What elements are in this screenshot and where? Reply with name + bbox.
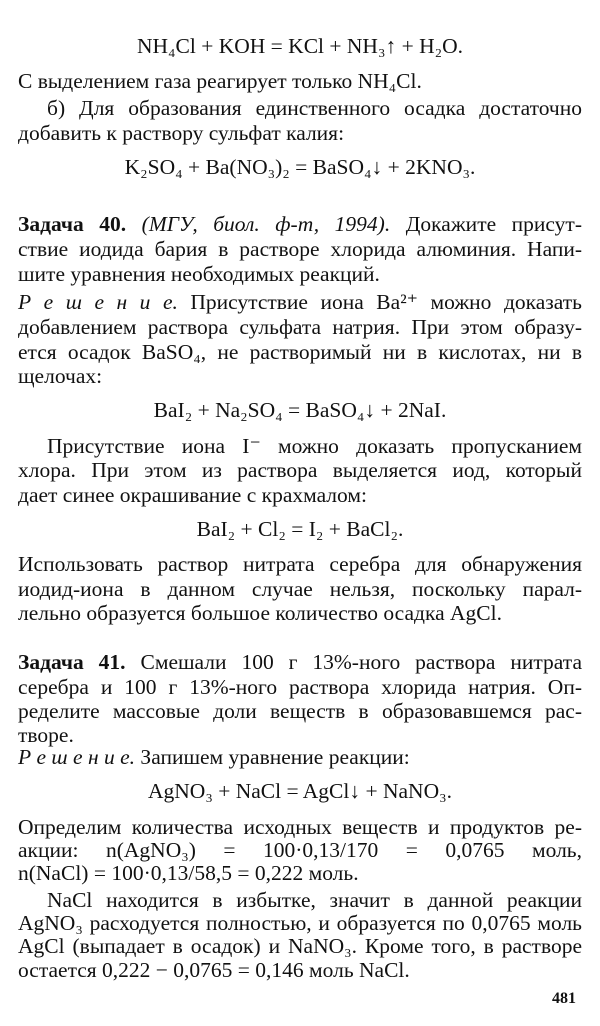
equation-k2so4-bano3: K₂SO₄ + Ba(NO₃)₂ = BaSO₄↓ + 2KNO₃. (124, 155, 476, 179)
task41-line1 (18, 650, 582, 674)
task41-solution-label: Р е ш е н и е. (18, 745, 136, 769)
task41-calc-line1: Определим количества исходных веществ и продуктов ре- (18, 815, 582, 839)
task41-excess-line1: NaCl находится в избытке, значит в данной реакции (47, 888, 582, 912)
task41-excess-line3: AgCl (выпадает в осадок) и NaNO₃. Кроме того, в растворе (18, 934, 582, 958)
task40-source: (МГУ, биол. ф-т, 1994). (141, 212, 391, 236)
task41-line1-text: Смешали 100 г 13%-ного раствора нитрата (140, 650, 582, 674)
task40-line3: шите уравнения необходимых реакций. (18, 262, 380, 286)
task40-line1 (18, 212, 582, 236)
equation-bai2-cl2: BaI₂ + Cl₂ = I₂ + BaCl₂. (196, 517, 404, 541)
equation-bai2-na2so4: BaI₂ + Na₂SO₄ = BaSO₄↓ + 2NaI. (153, 398, 447, 422)
task41-solution-line1 (18, 745, 582, 769)
page-number: 481 (552, 990, 576, 1007)
task41-excess-line2: AgNO₃ расходуется полностью, и образуется по 0,0765 моль (18, 911, 582, 935)
task40-iodide-line3: дает синее окрашивание с крахмалом: (18, 483, 367, 507)
task40-solution-label: Р е ш е н и е. (18, 290, 178, 314)
task40-silver-line1: Использовать раствор нитрата серебра для обнаружения (18, 552, 582, 576)
equation-nh4cl-koh: NH₄Cl + KOH = KCl + NH₃↑ + H₂O. (136, 34, 463, 58)
text-item-b-line1: б) Для образования единственного осадка достаточно (47, 96, 582, 120)
task40-solution-line1 (18, 290, 582, 314)
task41-line3: ределите массовые доли веществ в образовавшемся рас- (18, 699, 582, 723)
task41-line4: творе. (18, 723, 74, 747)
task41-calc-line2: акции: n(AgNO₃) = 100·0,13/170 = 0,0765 моль, (18, 838, 582, 862)
task40-silver-line3: лельно образуется большое количество осадка AgCl. (18, 601, 502, 625)
text-gas-only-nh4cl: С выделением газа реагирует только NH₄Cl. (18, 69, 422, 93)
task41-line2: серебра и 100 г 13%-ного раствора хлорида натрия. Оп- (18, 675, 582, 699)
task40-line2: ствие иодида бария в растворе хлорида алюминия. Напи- (18, 237, 582, 261)
task40-solution-text: Присутствие иона Ba²⁺ можно доказать (190, 290, 582, 314)
task40-iodide-line2: хлора. При этом из раствора выделяется иод, который (18, 458, 582, 482)
task41-label: Задача 41. (18, 650, 126, 674)
equation-agno3-nacl: AgNO₃ + NaCl = AgCl↓ + NaNO₃. (148, 779, 452, 803)
task41-excess-line4: остается 0,222 − 0,0765 = 0,146 моль NaCl. (18, 958, 410, 982)
task40-solution-line3: ется осадок BaSO₄, не растворимый ни в кислотах, ни в (18, 340, 582, 364)
task40-solution-line4: щелочах: (18, 364, 103, 388)
task40-line1-text: Докажите присут- (405, 212, 582, 236)
task40-label: Задача 40. (18, 212, 127, 236)
task40-solution-line2: добавлением раствора сульфата натрия. При этом образу- (18, 315, 582, 339)
task40-silver-line2: иодид-иона в данном случае нельзя, поскольку парал- (18, 577, 582, 601)
task40-iodide-line1: Присутствие иона I⁻ можно доказать пропусканием (47, 434, 582, 458)
task41-calc-line3: n(NaCl) = 100·0,13/58,5 = 0,222 моль. (18, 861, 359, 885)
task41-solution-text: Запишем уравнение реакции: (140, 745, 410, 769)
text-item-b-line2: добавить к раствору сульфат калия: (18, 121, 345, 145)
